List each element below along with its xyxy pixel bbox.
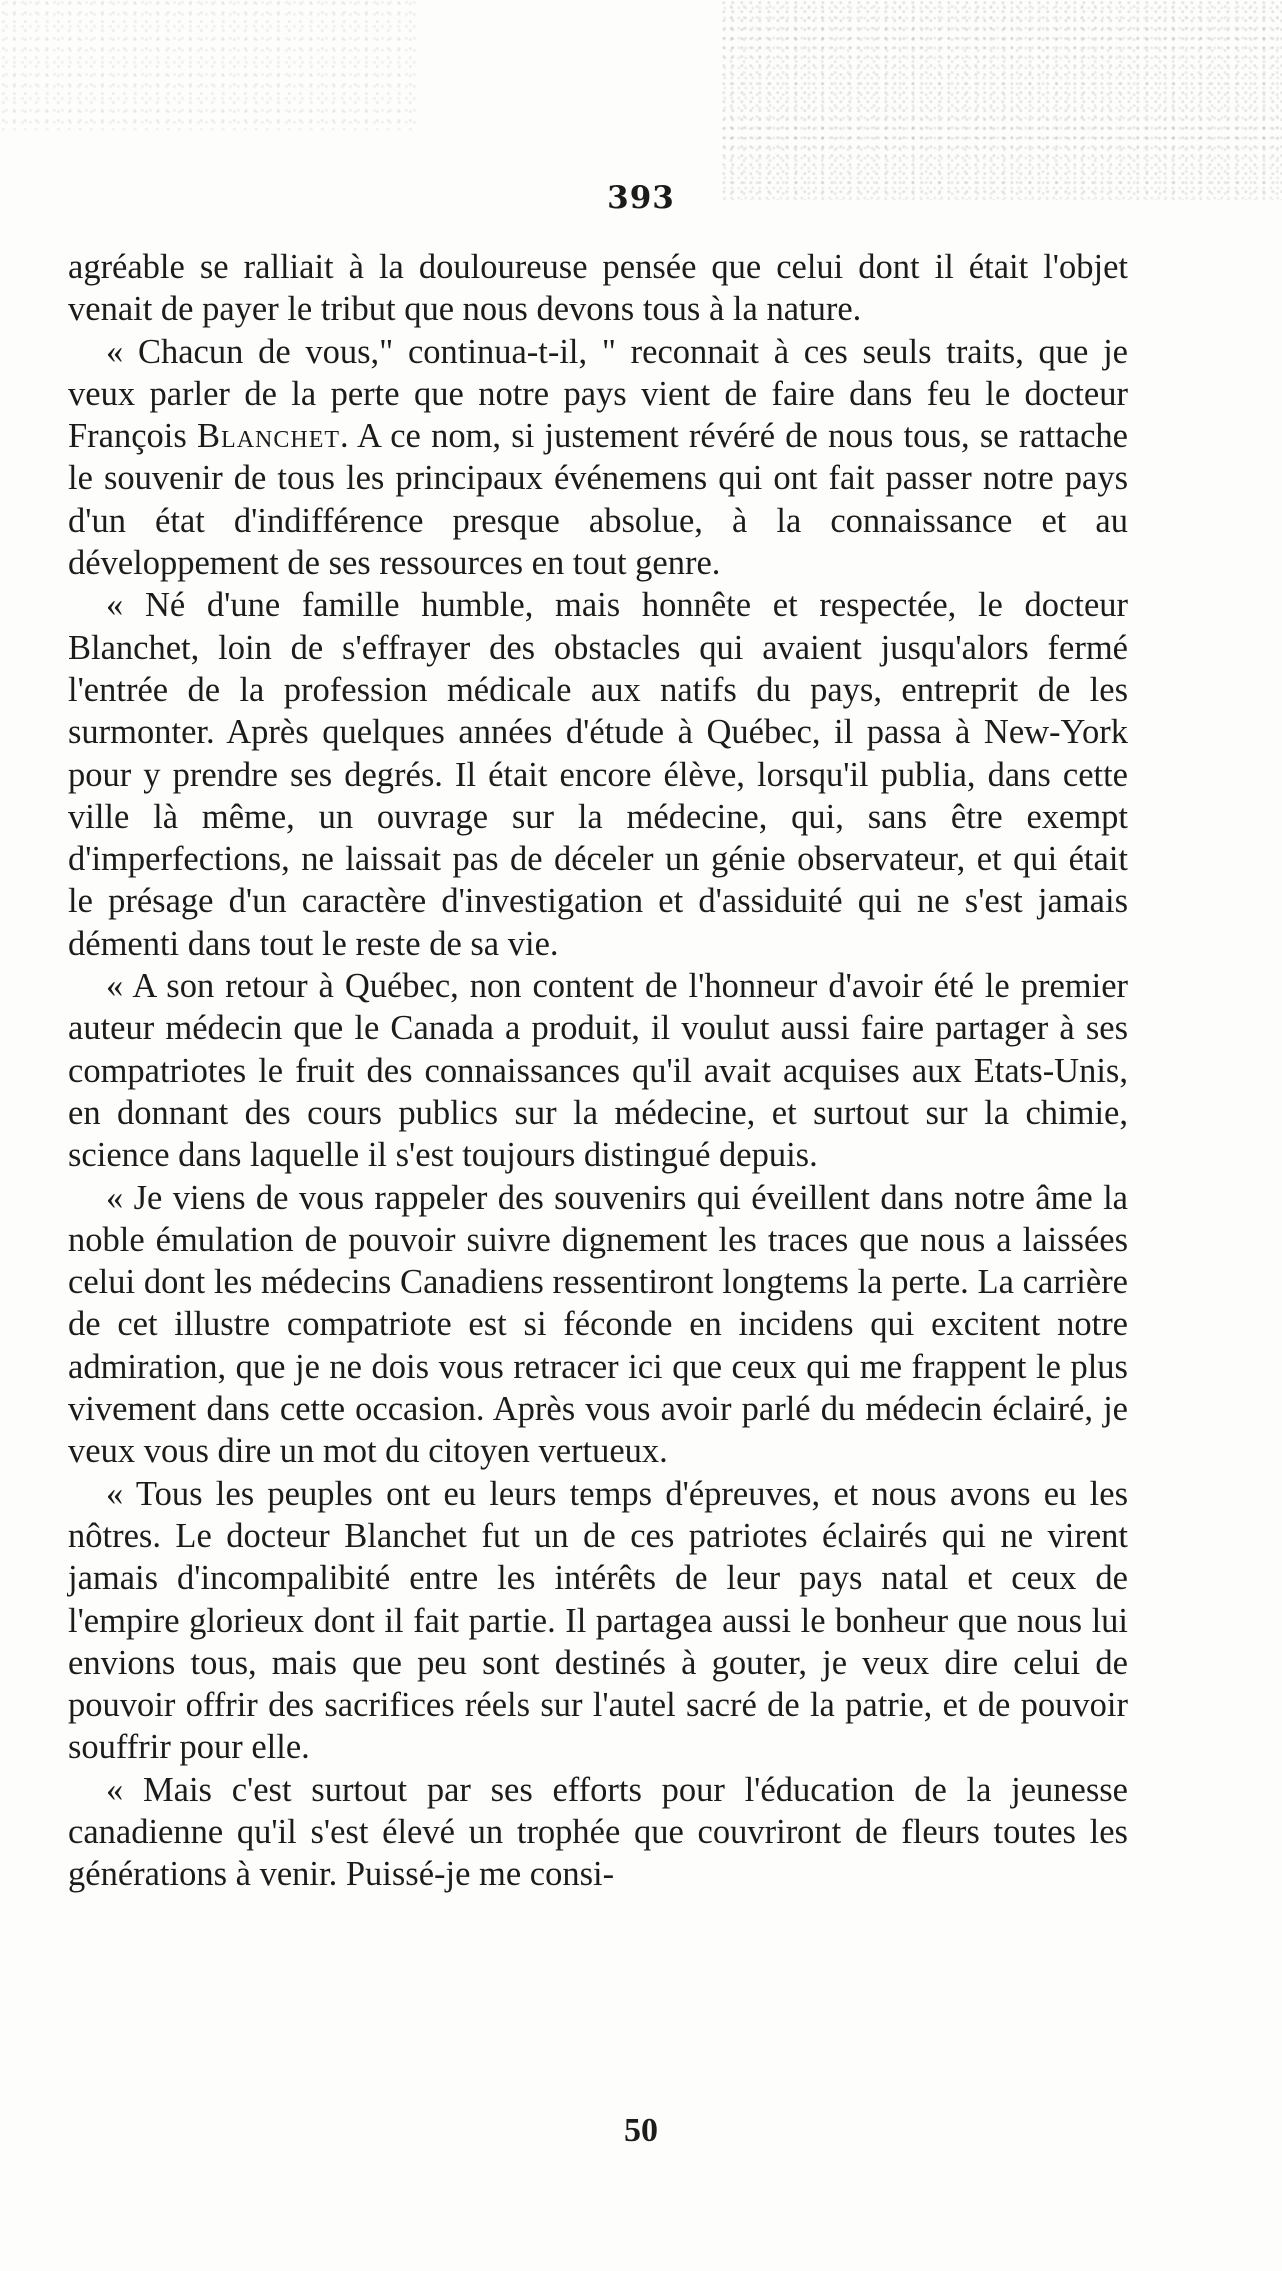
scan-noise-left xyxy=(0,0,420,130)
signature-mark: 50 xyxy=(624,2112,658,2149)
paragraph xyxy=(68,246,1128,331)
paragraph xyxy=(68,584,1128,965)
paragraph xyxy=(68,965,1128,1176)
paragraph xyxy=(68,1177,1128,1473)
page-number: 393 xyxy=(607,180,675,216)
paragraph xyxy=(68,331,1128,585)
paragraph-text: « Mais c'est surtout par ses efforts pour l'éducation de la jeunesse canadienne qu'il s'est élevé un trophée que couvriront de fleurs toutes les générations à venir. Puissé-je me consi- xyxy=(68,1770,1128,1894)
scan-noise-right xyxy=(722,0,1282,200)
paragraph-text: agréable se ralliait à la douloureuse pensée que celui dont il était l'objet venait de payer le tribut que nous devons tous à la nature. xyxy=(68,248,1128,329)
paragraph-text: « Chacun de vous," continua-t-il, " reconnait à ces seuls traits, que je veux parler de la perte que notre pays vient de faire dans feu le docteur François xyxy=(68,332,1128,456)
name-small-caps: Blanchet xyxy=(197,417,341,456)
paragraph-text: « Je viens de vous rappeler des souvenirs qui éveillent dans notre âme la noble émulation de pouvoir suivre dignement les traces que nous a laissées celui dont les médecins Canadiens ressentiront longtems la perte. La carrière de cet illustre compatriote est si féconde en incidens qui excitent notre admiration, que je ne dois vous retracer ici que ceux qui me frappent le plus vivement dans cette occasion. Après vous avoir parlé du médecin éclairé, je veux vous dire un mot du citoyen vertueux. xyxy=(68,1178,1128,1471)
paragraph-text: « Tous les peuples ont eu leurs temps d'épreuves, et nous avons eu les nôtres. Le docteur Blanchet fut un de ces patriotes éclairés qui ne virent jamais d'incompalibité entre les intérêts de leur pays natal et ceux de l'empire glorieux dont il fait partie. Il partagea aussi le bonheur que nous lui envions tous, mais que peu sont destinés à gouter, je veux dire celui de pouvoir offrir des sacrifices réels sur l'autel sacré de la patrie, et de pouvoir souffrir pour elle. xyxy=(68,1474,1128,1767)
paragraph-text: « A son retour à Québec, non content de l'honneur d'avoir été le premier auteur médecin que le Canada a produit, il voulut aussi faire partager à ses compatriotes le fruit des connaissances qu'il avait acquises aux Etats-Unis, en donnant des cours publics sur la médecine, et surtout sur la chimie, science dans laquelle il s'est toujours distingué depuis. xyxy=(68,967,1128,1175)
paragraph-text: . A ce nom, si justement révéré de nous tous, se rattache le souvenir de tous les principaux événemens qui ont fait passer notre pays d'un état d'indifférence presque absolue, à la connaissance et au développement de ses ressources en tout genre. xyxy=(68,417,1128,583)
body-text xyxy=(68,246,1128,1896)
paragraph-text: « Né d'une famille humble, mais honnête et respectée, le docteur Blanchet, loin de s'effrayer des obstacles qui avaient jusqu'alors fermé l'entrée de la profession médicale aux natifs du pays, entreprit de les surmonter. Après quelques années d'étude à Québec, il passa à New-York pour y prendre ses degrés. Il était encore élève, lorsqu'il publia, dans cette ville là même, un ouvrage sur la médecine, qui, sans être exempt d'imperfections, ne laissait pas de déceler un génie observateur, et qui était le présage d'un caractère d'investigation et d'assiduité qui ne s'est jamais démenti dans tout le reste de sa vie. xyxy=(68,586,1128,963)
paragraph xyxy=(68,1769,1128,1896)
paragraph xyxy=(68,1473,1128,1769)
